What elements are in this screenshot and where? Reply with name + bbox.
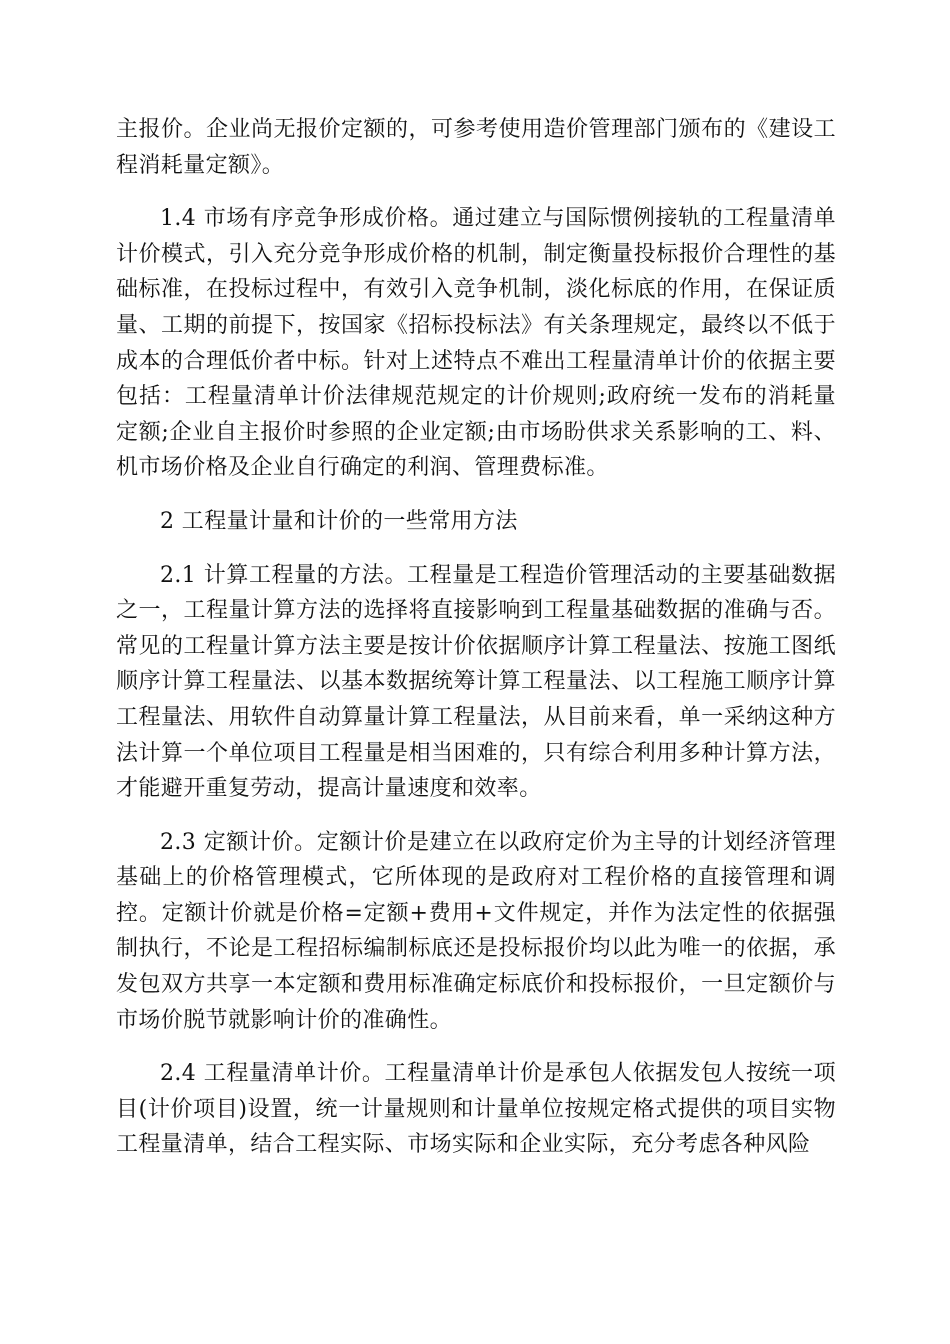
paragraph-section-2-4: 2.4 工程量清单计价。工程量清单计价是承包人依据发包人按统一项目(计价项目)设置，统一计量规则和计量单位按规定格式提供的项目实物工程量清单，结合工程实际、市场实际和企业实际，充分考虑各种风险 (116, 1061, 836, 1158)
section-heading-2: 2 工程量计量和计价的一些常用方法 (160, 508, 518, 534)
paragraph-section-2-1: 2.1 计算工程量的方法。工程量是工程造价管理活动的主要基础数据之一，工程量计算方法的选择将直接影响到工程量基础数据的准确与否。常见的工程量计算方法主要是按计价依据顺序计算工程量法、按施工图纸顺序计算工程量法、以基本数据统筹计算工程量法、以工程施工顺序计算工程量法、用软件自动算量计算工程量法，从目前来看，单一采纳这种方法计算一个单位项目工程量是相当困难的，只有综合利用多种计算方法，才能避开重复劳动，提高计量速度和效率。 (116, 562, 836, 802)
paragraph-section-2-3: 2.3 定额计价。定额计价是建立在以政府定价为主导的计划经济管理基础上的价格管理模式，它所体现的是政府对工程价格的直接管理和调控。定额计价就是价格=定额+费用+文件规定，并作为法定性的依据强制执行，不论是工程招标编制标底还是投标报价均以此为唯一的依据，承发包双方共享一本定额和费用标准确定标底价和投标报价，一旦定额价与市场价脱节就影响计价的准确性。 (116, 829, 836, 1033)
paragraph-section-1-4: 1.4 市场有序竞争形成价格。通过建立与国际惯例接轨的工程量清单计价模式，引入充分竞争形成价格的机制，制定衡量投标报价合理性的基础标准，在投标过程中，有效引入竞争机制，淡化标底的作用，在保证质量、工期的前提下，按国家《招标投标法》有关条理规定，最终以不低于成本的合理低价者中标。针对上述特点不难出工程量清单计价的依据主要包括：工程量清单计价法律规范规定的计价规则;政府统一发布的消耗量定额;企业自主报价时参照的企业定额;由市场盼供求关系影响的工、料、机市场价格及企业自行确定的利润、管理费标准。 (116, 206, 836, 481)
paragraph-continuation: 主报价。企业尚无报价定额的，可参考使用造价管理部门颁布的《建设工程消耗量定额》。 (116, 117, 836, 178)
document-page (116, 112, 836, 1163)
